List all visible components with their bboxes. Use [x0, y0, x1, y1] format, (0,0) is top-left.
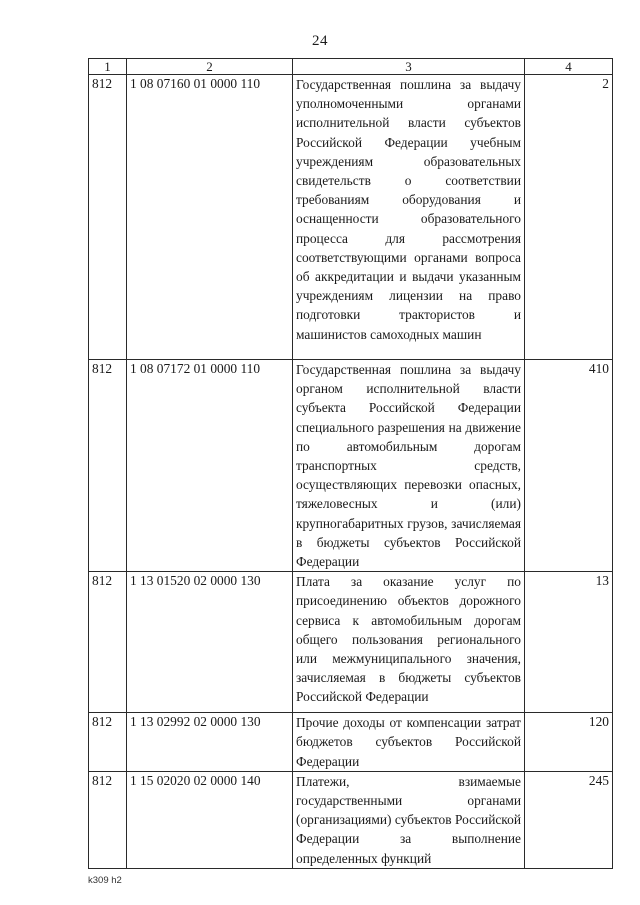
document-footer-code: k309 h2	[88, 875, 122, 886]
description-cell: Прочие доходы от компенсации затрат бюджетов субъектов Российской Федерации	[293, 713, 525, 772]
column-header-1: 1	[89, 59, 127, 75]
admin-code-cell: 812	[89, 713, 127, 772]
table-row	[89, 713, 613, 772]
amount-cell: 13	[525, 572, 613, 713]
amount-cell: 410	[525, 360, 613, 572]
description-cell: Платежи, взимаемые государственными органами (организациями) субъектов Российской Федерации за выполнение определенных функций	[293, 771, 525, 868]
table-header-row	[89, 59, 613, 75]
admin-code-cell: 812	[89, 572, 127, 713]
table-row	[89, 572, 613, 713]
amount-cell: 2	[525, 75, 613, 360]
admin-code-cell: 812	[89, 360, 127, 572]
amount-cell: 245	[525, 771, 613, 868]
revenue-code-cell: 1 13 01520 02 0000 130	[127, 572, 293, 713]
column-header-2: 2	[127, 59, 293, 75]
table-row	[89, 771, 613, 868]
description-cell: Государственная пошлина за выдачу уполномоченными органами исполнительной власти субъектов Российской Федерации учебным учреждениям образовательных свидетельств о соответствии требованиям оборудования и оснащенности образовательного процесса для рассмотрения соответствующими органами вопроса об аккредитации и выдачи указанным учреждениям лицензии на право подготовки трактористов и машинистов самоходных машин	[293, 75, 525, 360]
column-header-4: 4	[525, 59, 613, 75]
budget-revenue-table	[88, 58, 613, 869]
table-row	[89, 75, 613, 360]
description-cell: Государственная пошлина за выдачу органом исполнительной власти субъекта Российской Федерации специального разрешения на движение по автомобильным дорогам транспортных средств, осуществляющих перевозки опасных, тяжеловесных и (или) крупногабаритных грузов, зачисляемая в бюджеты субъектов Российской Федерации	[293, 360, 525, 572]
admin-code-cell: 812	[89, 75, 127, 360]
amount-cell: 120	[525, 713, 613, 772]
revenue-code-cell: 1 08 07172 01 0000 110	[127, 360, 293, 572]
column-header-3: 3	[293, 59, 525, 75]
table-row	[89, 360, 613, 572]
page-number: 24	[312, 33, 328, 49]
revenue-code-cell: 1 15 02020 02 0000 140	[127, 771, 293, 868]
description-cell: Плата за оказание услуг по присоединению объектов дорожного сервиса к автомобильным дорогам общего пользования регионального или межмуниципального значения, зачисляемая в бюджеты субъектов Российской Федерации	[293, 572, 525, 713]
revenue-code-cell: 1 13 02992 02 0000 130	[127, 713, 293, 772]
revenue-code-cell: 1 08 07160 01 0000 110	[127, 75, 293, 360]
admin-code-cell: 812	[89, 771, 127, 868]
